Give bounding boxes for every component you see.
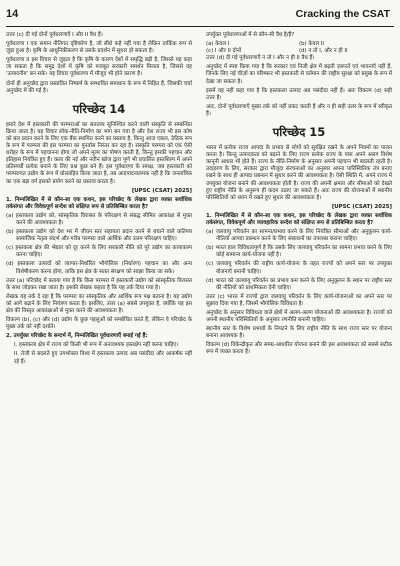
option-item: (b) हस्तकला उद्योग को देश भर में जीवन स्तर सहायता प्रदान करने से बचाने वाले कतिपय सामाजिक नेतृत्व संदर्भ और गरीब परम्परा वाले आर्थिक और उत्तम परिरक्षण चाहिए।	[6, 229, 192, 243]
explanation-paragraph: विकल्प (b), (c) और (d) उद्योग के कुछ पहलुओं को सम्बोधित करते हैं, लेकिन वे परिच्छेद के मुख्य तर्क को नहीं दर्शाते।	[6, 317, 192, 331]
header-rule	[6, 26, 394, 27]
statement-item: I. हस्तकला क्षेत्र में राज्य को किसी भी रूप में अनावश्यक हस्तक्षेप नहीं करना चाहिए।	[14, 342, 179, 349]
source-tag: [UPSC (CSAT) 2025]	[331, 203, 392, 210]
option-item: (a) केवल I	[206, 41, 230, 48]
passage-text: भारत में प्रत्येक राज्य आपदा के प्रभाव से लोगों को सुरक्षित रखने के अपने नियमों का पालन करता है। किन्तु उत्पादकता को बढ़ाने के लिए राज्य प्रत्येक राज्य के पास अपने अलग विशेष कानूनी आधार भी होते हैं। राज्य के नीति-निर्माण के अनुसार अपनी पहचान भी बदलती रहती है। उदाहरण के लिए, सरकार द्वारा मौजूदा संरचनाओं का अनुसार अपना पारिस्थितिक तंत्र बनाए रखने के साथ ही आपदा प्रबन्धन में सुधार करने की आवश्यकता है। ऐसी स्थिति में, अपने राज्य में उपयुक्त योजना बनाने की आवश्यकता होती है। राज्य की अपनी क्षमता और सीमाओं को देखते हुए राष्ट्रीय नीति के अनुरूप ही कदम उठाए जा सकते हैं। अतः राज्य की योजनाओं में स्थानीय परिस्थितियों को ध्यान में रखते हुए सुधार की आवश्यकता है।	[206, 145, 392, 201]
statement-item: II. तेजी से बदलते हुए उपभोक्ता विश्व में हस्तकला उत्पाद अब पसंदीदा और आकर्षक नहीं रहे हैं।	[14, 351, 192, 365]
option-item: (a) हस्तकला उद्योग को, सांस्कृतिक विरासत के परिरक्षण से संबद्ध सीमित आकांक्षा से मुक्त करने की आवश्यकता है।	[6, 212, 192, 226]
page-number: 14	[6, 8, 19, 20]
explanation-paragraph: इसमें यह नहीं कहा गया है कि हस्तकला उत्पाद अब पसंदीदा नहीं हैं। अतः विकल्प (d) सही उत्तर है।	[206, 87, 392, 101]
question-text: 1. निम्नलिखित में से कौन-सा एक कथन, इस परिच्छेद के लेखक द्वारा व्यक्त सर्वाधिक तर्कसंगत और विवेकपूर्ण सन्देश को संक्षिप्त रूप से प्रतिबिम्बित करता है?	[6, 196, 192, 210]
option-item: (c) जलवायु परिवर्तन की राष्ट्रीय कार्य-योजना के तहत राज्यों को अपने स्तर पर उपयुक्त योजनाएँ बनानी चाहिए।	[206, 261, 392, 275]
explanation-paragraph: विकल्प (d) विकेन्द्रीकृत और समग्र-आधारित योजना बनाने की इस आवश्यकता को सबसे सटीक रूप में व्यक्त करता है।	[206, 342, 392, 356]
right-column	[206, 32, 392, 359]
option-item: (b) केवल II	[299, 41, 325, 48]
answer-text: उत्तर (c) भारत में राज्यों द्वारा जलवायु परिवर्तन के लिए कार्य-योजनाओं का अपने स्तर पर सुझाव दिया गया है, जिसमें भौगोलिक विविधता है।	[206, 293, 392, 307]
page-header	[0, 8, 400, 24]
explanation-paragraph: पूर्वधारणा I एक समान नीतिगत दृष्टिकोण है, जो सीधे कहे नहीं गया है लेकिन तार्किक रूप से जुड़ा हुआ है। कृषि के आधुनिकीकरण से उसके प्रदर्शन में सुधार हो सकता है।	[6, 41, 192, 55]
option-item: (d) हस्तकला उत्पादों को व्यापार-निर्धारित भौगोलिक (निर्धारण) पहचान का और अन्य विशेषीकरण करना होगा, ताकि इस क्षेत्र के सतत संरक्षण को साझा किया जा सके।	[6, 261, 192, 275]
answer-text: उत्तर (d) दी गई पूर्वधारणाएँ न तो I और न ही II वैध हैं।	[206, 55, 315, 62]
option-item: (d) न तो I, और न ही II	[299, 48, 348, 55]
explanation-paragraph: अनुच्छेद में स्पष्ट किया गया है कि सरकार एवं निजी क्षेत्र में बढ़ती ज़रूरतें एवं भावनाएँ नहीं हैं, जिनके लिए नई चीज़ों का परिष्कार भी हस्तकारी से वर्तमान की राष्ट्रीय सुरक्षा को प्रमुख के रूप में देखा जा सकता है।	[206, 64, 392, 85]
left-column	[6, 32, 192, 368]
answer-text: उत्तर (c) दी गई दोनों पूर्वधारणाएँ I और II वैध हैं।	[6, 32, 103, 38]
explanation-paragraph: अनुच्छेद के अनुसार विविधता वाले क्षेत्रों में अलग-अलग योजनाओं की आवश्यकता है। राज्यों को अपनी स्थानीय परिस्थितियों के अनुसार रणनीति बनानी चाहिए।	[206, 310, 392, 324]
source-tag: [UPSC (CSAT) 2025]	[131, 187, 192, 194]
book-title: Cracking the CSAT	[295, 8, 390, 20]
section-heading: परिच्छेद 14	[72, 101, 126, 116]
option-item: (c) I और II दोनों	[206, 48, 242, 55]
option-item: (d) भारत को जलवायु परिवर्तन का प्रभाव कम करने के लिए अनुकूलन के स्थान पर राष्ट्रीय स्तर की नीतियों को प्राथमिकता देनी चाहिए।	[206, 277, 392, 291]
option-item: (b) भारत हाल विविधतापूर्ण है कि उसके लिए जलवायु परिवर्तन का सामना प्रभाव करने के लिए कोई सामान्य कार्य-योजना नहीं है।	[206, 245, 392, 259]
explanation-paragraph: स्थानीय स्तर के विशेष प्रभावों के निपटने के लिए राष्ट्रीय नीति के साथ राज्य स्तर पर योजना बनाना आवश्यक है।	[206, 326, 392, 340]
option-item: (a) जलवायु परिवर्तन का सामना/प्रभाव करने के लिए नियंत्रित सीमाओं और अनुकूलन कार्य-नीतियों आपदा प्रबन्धन करने के लिए संसाधनों का उपलब्ध कराना चाहिए।	[206, 229, 392, 243]
explanation-paragraph: अतः, दोनों पूर्वधारणाएँ मुख्य तर्क को नहीं प्रकट करती हैं और न ही सही उत्तर के रूप में स्वीकृत हैं।	[206, 103, 392, 117]
section-heading: परिच्छेद 15	[272, 125, 326, 140]
explanation-paragraph: लेखक यह तर्क दे रहा है कि परम्परा का सांस्कृतिक और आर्थिक रूप पक्ष बताना है। यह उद्योग को आगे बढ़ाने के लिए नियंत्रण करता है। इसलिए, उत्तर (a) सबसे उपयुक्त है, क्योंकि यह इस क्षेत्र की विस्तृत आकांक्षाओं से मुक्त करने की आवश्यकता है।	[6, 293, 192, 314]
question-text: 1. निम्नलिखित में से कौन-सा एक कथन, इस परिच्छेद के लेखक द्वारा व्यक्त सर्वाधिक तर्कसंगत, विवेकपूर्ण और व्यावहारिक सन्देश को संक्षिप्त रूप से प्रतिबिम्बित करता है?	[206, 212, 392, 226]
question-text: 2. उपर्युक्त परिच्छेद के सन्दर्भ में, निम्नलिखित पूर्वधारणाएँ बनाई गई हैं:	[6, 333, 148, 340]
passage-text: हमारे देश में हस्तकारी की परम्पराओं का सततव्य सुनिश्चित करने वाली संस्कृति से सम्बन्धित क्रिया जाता है। यह विचार लोक-नीति-निर्माण का भाग बन गया है और देश राज्य भी इस कोष को बल प्रदान करने के लिए एक बैंक स्थापित करने का प्रस्ताव है, किन्तु आज एकल, ठेठिक रूप के रूप में परम्परा की इस परम्परा का पुनर्वास निरंतर कर रहा है। संस्कृति परम्परा को एक ऐसी धरोहर के रूप में पहचानना होगा जो अपने मूल्य का पोषण करती है, किन्तु इसकी पहचान और इतिहास नियंत्रित हुए हैं। कला की नई और नवीन खोज द्वारा पूर्ण भी प्रचालित हस्तशिल्प में अपने प्रतिस्पर्धी प्रत्येक बनाने के लिए प्रश्न कुछ बने हैं। इस पूर्वधारणा के समक्ष, जब हस्तकारी को परम्परागत उद्योग के रूप में प्रोत्साहित किया जाता है, तब आदपादनालमक नहीं है कि जनतांत्रिक का एक बड़ा वर्ग इसको प्रयोग करने का प्रस्ताव करता है।	[6, 121, 192, 185]
option-item: (c) हस्तकला क्षेत्र की भेद्यता को दूर करने के लिए सरकारी नीति को पूरे उद्योग का कायाकल्प करना चाहिए।	[6, 245, 192, 259]
answer-text: उत्तर (a) परिच्छेद में बताया गया है कि किस परम्परा में हस्तकारी उद्योग को सांस्कृतिक विरासत के साथ जोड़कर रखा जाता है। इसकी लेखक कहता है कि यह तर्क दिया गया है।	[6, 277, 192, 291]
explanation-paragraph: दोनों ही अनुच्छेद द्वारा प्रस्तावित निष्कर्ष के सम्भावित समाधान के रूप में निहित हैं, जिसकी चर्चा अनुच्छेद में की गई है।	[6, 80, 192, 94]
explanation-paragraph: पूर्वधारणा II इस विचार से जुड़ता है कि कृषि के कारण देशों में समृद्धि बढ़ी है, जिससे यह कहा जा सकता है कि समुद्र देशों में कृषि को मजबूत सरकारी समर्थन मिलता है, जिससे वह 'उत्पादनीय' बन सके। यह विचार पूर्वधारणा में मौजूद भी होने कारण है।	[6, 57, 192, 78]
question-prompt: उपर्युक्त पूर्वधारणाओं में से कौन-सी वैध है/हैं?	[206, 32, 295, 38]
